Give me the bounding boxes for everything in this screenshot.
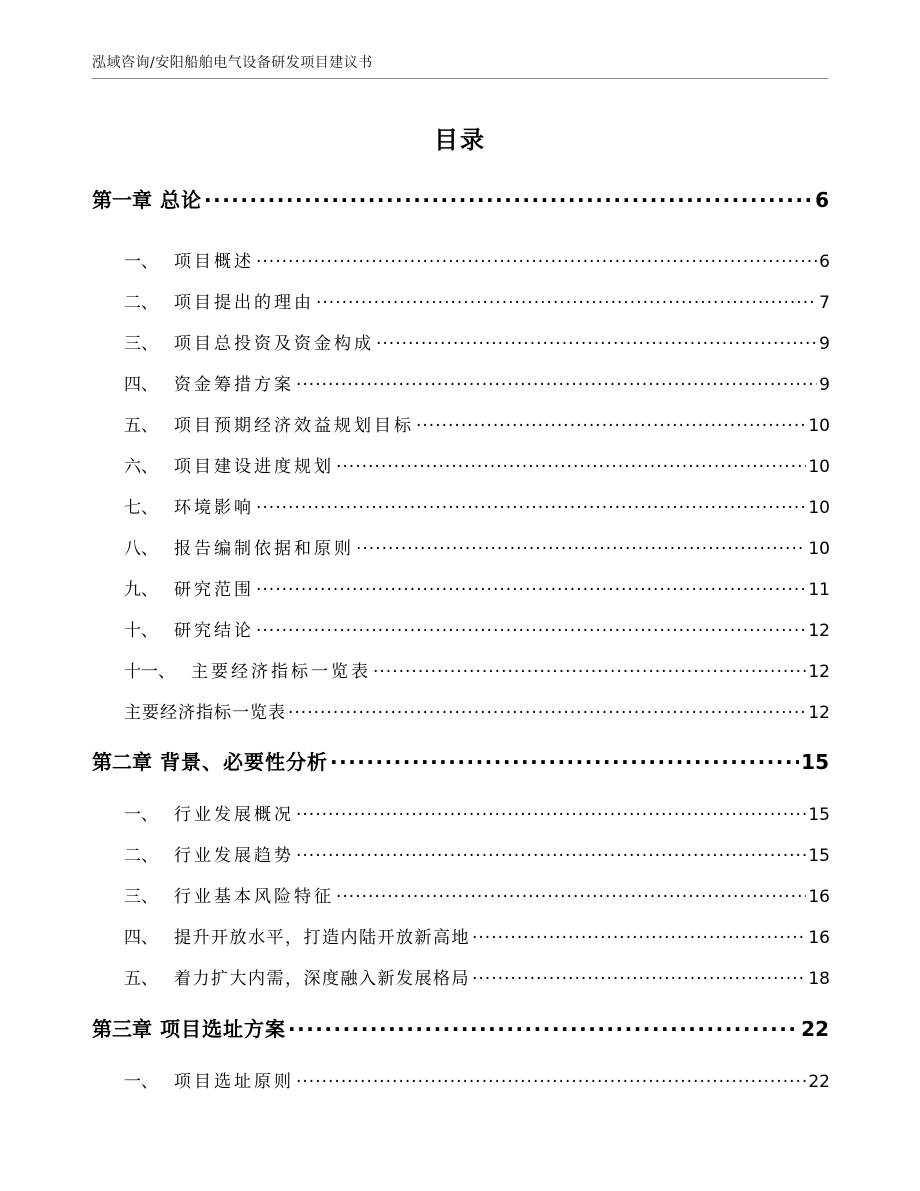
dot-leader [296, 803, 806, 820]
toc-page-number: 6 [815, 188, 829, 212]
toc-text: 环境影响 [174, 498, 254, 518]
toc-text: 行业发展趋势 [174, 846, 294, 866]
page-title: 目录 [434, 126, 486, 154]
toc-page-number: 10 [808, 539, 830, 559]
toc-entry-chapter-2[interactable] [92, 746, 829, 775]
toc-page-number: 11 [808, 580, 830, 600]
toc-text: 项目总投资及资金构成 [174, 334, 374, 354]
toc-number: 一、 [124, 805, 158, 825]
header-divider [92, 78, 828, 79]
toc-entry[interactable] [124, 923, 830, 948]
toc-number: 十、 [124, 621, 158, 641]
toc-text: 项目概述 [174, 252, 254, 272]
toc-text: 研究结论 [174, 621, 254, 641]
toc-entry[interactable] [124, 800, 830, 825]
toc-entry[interactable] [124, 657, 830, 682]
toc-entry[interactable] [124, 882, 830, 907]
toc-entry[interactable] [124, 964, 830, 989]
toc-number: 第一章 [92, 188, 152, 212]
toc-number: 四、 [124, 928, 158, 948]
dot-leader [336, 885, 806, 902]
dot-leader [256, 250, 817, 267]
dot-leader [288, 1016, 799, 1036]
toc-text: 提升开放水平，打造内陆开放新高地 [174, 928, 470, 948]
dot-leader [373, 660, 806, 677]
dot-leader [336, 455, 806, 472]
toc-number: 一、 [124, 252, 158, 272]
toc-number: 三、 [124, 887, 158, 907]
toc-number: 七、 [124, 498, 158, 518]
toc-text: 项目预期经济效益规划目标 [174, 416, 414, 436]
toc-entry-chapter-3[interactable] [92, 1013, 829, 1042]
toc-page-number: 15 [808, 846, 830, 866]
toc-entry[interactable] [124, 288, 830, 313]
toc-number: 六、 [124, 457, 158, 477]
toc-entry[interactable] [124, 616, 830, 641]
toc-number: 九、 [124, 580, 158, 600]
dot-leader [356, 537, 806, 554]
toc-page-number: 10 [808, 498, 830, 518]
toc-text: 项目提出的理由 [174, 293, 314, 313]
toc-page-number: 16 [808, 928, 830, 948]
toc-entry[interactable] [124, 575, 830, 600]
toc-number: 第三章 [92, 1017, 152, 1041]
toc-number: 三、 [124, 334, 158, 354]
toc-page-number: 10 [808, 416, 830, 436]
toc-number: 二、 [124, 846, 158, 866]
toc-number: 八、 [124, 539, 158, 559]
toc-text: 报告编制依据和原则 [174, 539, 354, 559]
toc-entry[interactable] [124, 411, 830, 436]
toc-page-number: 12 [808, 703, 830, 723]
toc-number: 一、 [124, 1072, 158, 1092]
toc-page-number: 22 [808, 1072, 830, 1092]
toc-entry[interactable] [124, 452, 830, 477]
toc-entry-chapter-1[interactable] [92, 184, 829, 213]
toc-text: 项目选址方案 [160, 1017, 286, 1041]
dot-leader [288, 701, 806, 718]
dot-leader [472, 926, 806, 943]
toc-number: 二、 [124, 293, 158, 313]
dot-leader [296, 373, 817, 390]
toc-page-number: 10 [808, 457, 830, 477]
toc-text: 总论 [160, 188, 202, 212]
toc-text: 行业发展概况 [174, 805, 294, 825]
toc-text: 主要经济指标一览表 [124, 703, 286, 723]
toc-page-number: 22 [801, 1017, 829, 1041]
dot-leader [256, 619, 806, 636]
toc-page-number: 15 [801, 750, 829, 774]
toc-page-number: 12 [808, 662, 830, 682]
toc-entry[interactable] [124, 247, 830, 272]
dot-leader [256, 496, 806, 513]
toc-text: 行业基本风险特征 [174, 887, 334, 907]
toc-page-number: 7 [819, 293, 830, 313]
toc-entry[interactable] [124, 698, 830, 723]
toc-number: 第二章 [92, 750, 152, 774]
toc-page-number: 6 [819, 252, 830, 272]
toc-number: 四、 [124, 375, 158, 395]
toc-entry[interactable] [124, 1067, 830, 1092]
dot-leader [416, 414, 806, 431]
dot-leader [256, 578, 806, 595]
toc-page-number: 12 [808, 621, 830, 641]
toc-entry[interactable] [124, 329, 830, 354]
toc-page-number: 9 [819, 334, 830, 354]
toc-page-number: 15 [808, 805, 830, 825]
toc-number: 五、 [124, 416, 158, 436]
toc-text: 背景、必要性分析 [160, 750, 328, 774]
toc-entry[interactable] [124, 841, 830, 866]
toc-text: 项目选址原则 [174, 1072, 294, 1092]
dot-leader [296, 844, 806, 861]
toc-entry[interactable] [124, 493, 830, 518]
toc-number: 十一、 [124, 662, 175, 682]
toc-text: 资金筹措方案 [174, 375, 294, 395]
toc-number: 五、 [124, 969, 158, 989]
running-header: 泓域咨询/安阳船舶电气设备研发项目建议书 [92, 55, 373, 71]
toc-text: 主要经济指标一览表 [191, 662, 371, 682]
dot-leader [376, 332, 817, 349]
toc-entry[interactable] [124, 534, 830, 559]
toc-text: 着力扩大内需，深度融入新发展格局 [174, 969, 470, 989]
toc-entry[interactable] [124, 370, 830, 395]
dot-leader [472, 967, 806, 984]
toc-page-number: 18 [808, 969, 830, 989]
toc-text: 研究范围 [174, 580, 254, 600]
dot-leader [330, 749, 799, 769]
dot-leader [204, 187, 813, 207]
toc-page-number: 9 [819, 375, 830, 395]
dot-leader [316, 291, 817, 308]
toc-text: 项目建设进度规划 [174, 457, 334, 477]
toc-page-number: 16 [808, 887, 830, 907]
dot-leader [296, 1070, 806, 1087]
